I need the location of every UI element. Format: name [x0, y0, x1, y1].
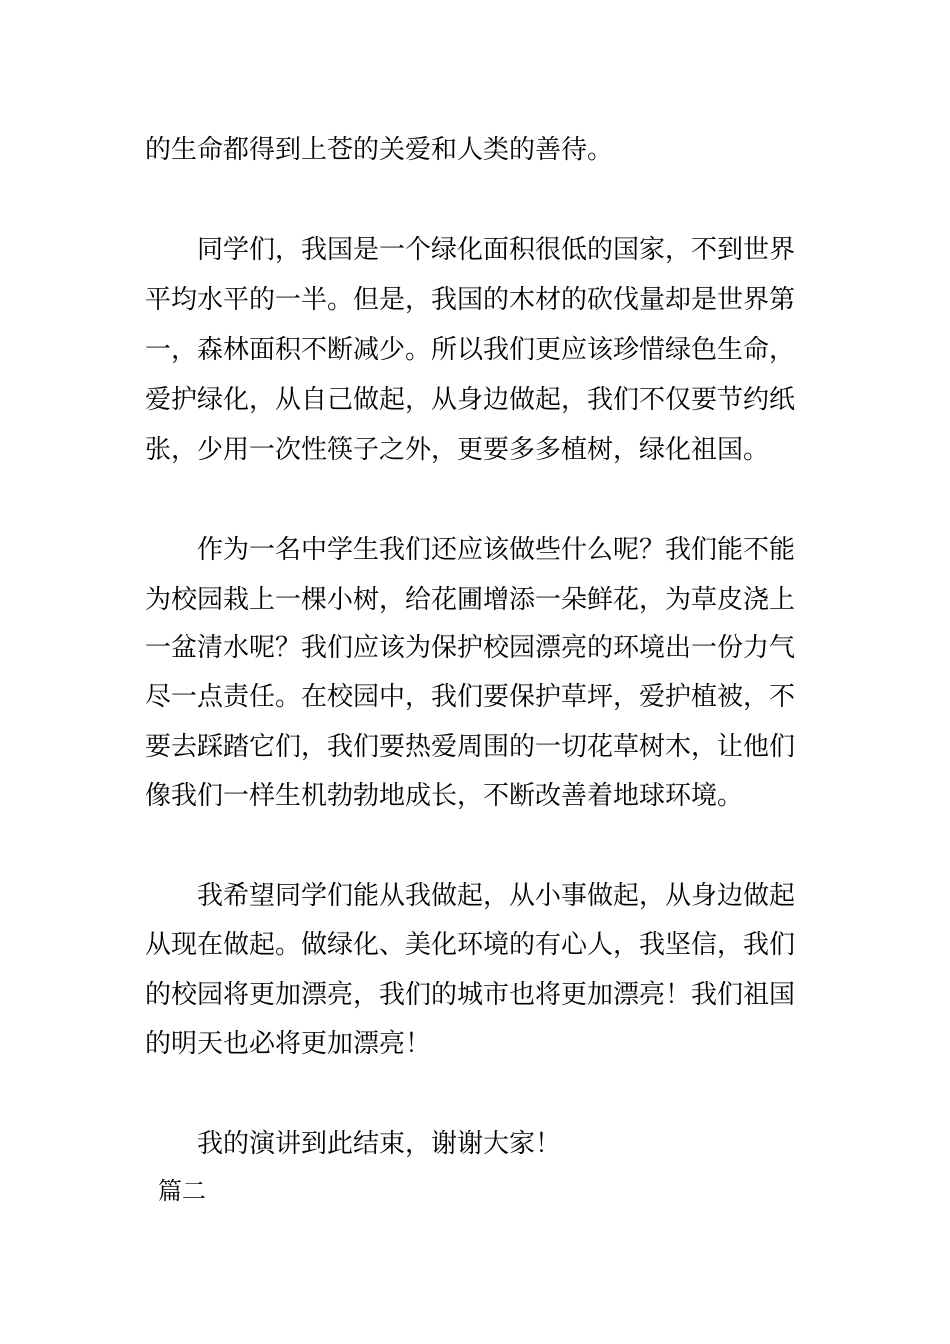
section-label: 篇二 — [158, 1177, 206, 1205]
paragraph-line: 的明天也必将更加漂亮！ — [145, 1029, 432, 1059]
closing-line: 我的演讲到此结束，谢谢大家！ — [197, 1129, 562, 1159]
paragraph-line: 作为一名中学生我们还应该做些什么呢？我们能不能 — [197, 535, 796, 565]
paragraph-line: 一，森林面积不断减少。所以我们更应该珍惜绿色生命， — [145, 335, 796, 365]
paragraph-line: 的生命都得到上苍的关爱和人类的善待。 — [145, 135, 614, 165]
paragraph-line: 同学们，我国是一个绿化面积很低的国家，不到世界 — [197, 235, 796, 265]
paragraph-line: 尽一点责任。在校园中，我们要保护草坪，爱护植被，不 — [145, 682, 796, 712]
paragraph-line: 一盆清水呢？我们应该为保护校园漂亮的环境出一份力气 — [145, 633, 796, 663]
paragraph-line: 从现在做起。做绿化、美化环境的有心人，我坚信，我们 — [145, 930, 796, 960]
paragraph-line: 为校园栽上一棵小树，给花圃增添一朵鲜花，为草皮浇上 — [145, 585, 796, 615]
paragraph-line: 的校园将更加漂亮，我们的城市也将更加漂亮！我们祖国 — [145, 980, 796, 1010]
paragraph-line: 爱护绿化，从自己做起，从身边做起，我们不仅要节约纸 — [145, 385, 796, 415]
paragraph-line: 张，少用一次性筷子之外，更要多多植树，绿化祖国。 — [145, 435, 770, 465]
paragraph-line: 平均水平的一半。但是，我国的木材的砍伐量却是世界第 — [145, 285, 796, 315]
paragraph-line: 我希望同学们能从我做起，从小事做起，从身边做起 — [197, 881, 796, 911]
paragraph-line: 像我们一样生机勃勃地成长，不断改善着地球环境。 — [145, 781, 744, 811]
paragraph-line: 要去踩踏它们，我们要热爱周围的一切花草树木，让他们 — [145, 732, 796, 762]
